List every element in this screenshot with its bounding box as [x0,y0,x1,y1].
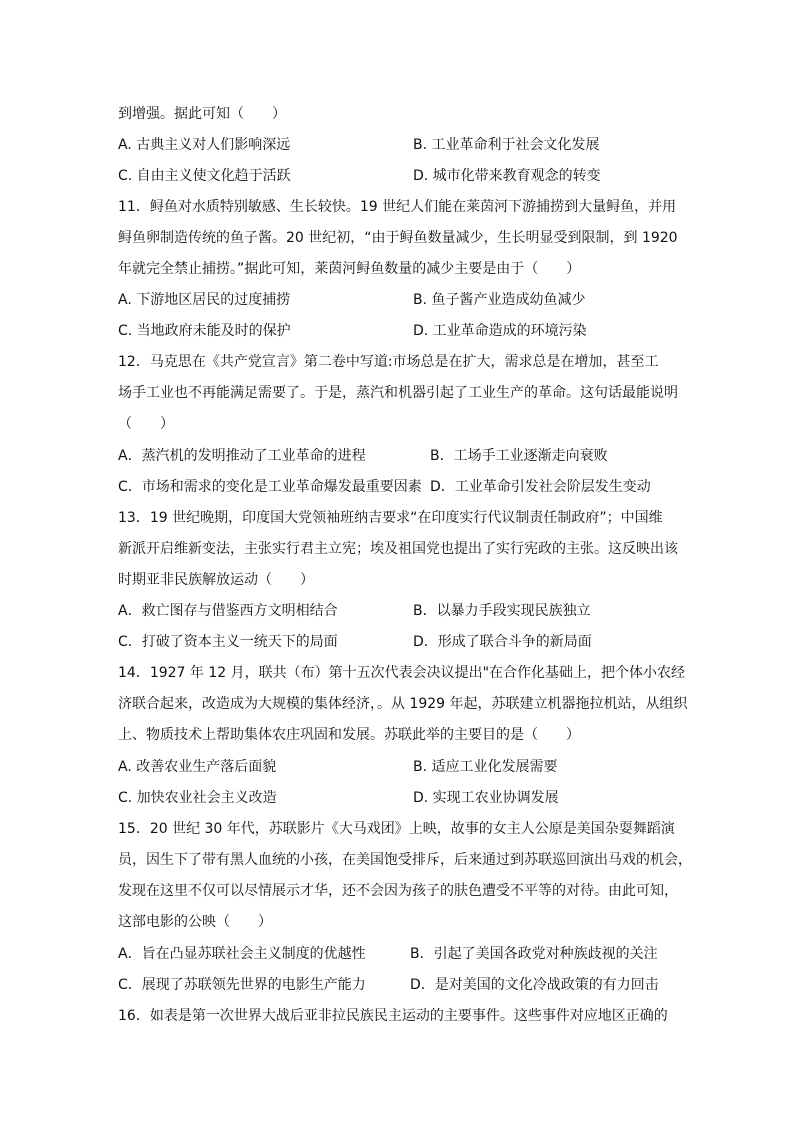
q10-stem: 到增强。据此可知（ ） [118,106,286,122]
q15-stem-line-1: 15．20 世纪 30 年代，苏联影片《大马戏团》上映，故事的女主人公原是美国杂耍舞蹈演 [118,821,675,837]
q13-option-c: C．打破了资本主义一统天下的局面 [118,634,338,650]
q14-option-c: C. 加快农业社会主义改造 [118,790,277,806]
q10-option-d: D. 城市化带来教育观念的转变 [413,168,601,184]
q10-option-a: A. 古典主义对人们影响深远 [118,137,291,153]
q12-option-d: D．工业革命引发社会阶层发生变动 [430,479,651,495]
q11-option-d: D. 工业革命造成的环境污染 [413,323,587,339]
q15-option-c: C．展现了苏联领先世界的电影生产能力 [118,977,366,993]
q14-stem-line-3: 上、物质技术上帮助集体农庄巩固和发展。苏联此举的主要目的是（ ） [118,727,580,743]
q13-option-a: A．救亡图存与借鉴西方文明相结合 [118,603,338,619]
q14-option-b: B. 适应工业化发展需要 [413,759,558,775]
q15-stem-line-3: 发现在这里不仅可以尽情展示才华，还不会因为孩子的肤色遭受不平等的对待。由此可知， [118,883,678,899]
q14-stem-line-1: 14．1927 年 12 月，联共（布）第十五次代表会决议提出"在合作化基础上，把个体小农经 [118,665,686,681]
q12-option-c: C．市场和需求的变化是工业革命爆发最重要因素 [118,479,422,495]
q15-option-d: D．是对美国的文化冷战政策的有力回击 [410,977,659,993]
q15-option-b: B．引起了美国各政党对种族歧视的关注 [410,946,658,962]
q11-option-c: C. 当地政府未能及时的保护 [118,323,291,339]
q14-option-a: A. 改善农业生产落后面貌 [118,759,277,775]
q13-option-d: D．形成了联合斗争的新局面 [413,634,592,650]
q11-option-a: A. 下游地区居民的过度捕捞 [118,292,291,308]
q14-option-d: D. 实现工农业协调发展 [413,790,559,806]
q13-stem-line-3: 时期亚非民族解放运动（ ） [118,572,314,588]
q15-stem-line-4: 这部电影的公映（ ） [118,914,272,930]
q14-stem-line-2: 济联合起来，改造成为大规模的集体经济，。从 1929 年起，苏联建立机器拖拉机站，从组织 [118,696,688,712]
q15-stem-line-2: 员，因生下了带有黑人血统的小孩，在美国饱受排斥，后来通过到苏联巡回演出马戏的机会， [118,852,692,868]
q10-option-b: B. 工业革命利于社会文化发展 [413,137,600,153]
q12-option-a: A．蒸汽机的发明推动了工业革命的进程 [118,448,366,464]
q12-stem-line-2: 场手工业也不再能满足需要了。于是，蒸汽和机器引起了工业生产的革命。这句话最能说明 [118,385,678,401]
q11-stem-line-2: 鲟鱼卵制造传统的鱼子酱。20 世纪初，“由于鲟鱼数量减少，生长明显受到限制，到 1920 [118,230,678,246]
q11-stem-line-3: 年就完全禁止捕捞。”据此可知，莱茵河鲟鱼数量的减少主要是由于（ ） [118,261,581,277]
q11-option-b: B. 鱼子酱产业造成幼鱼减少 [413,292,586,308]
q12-stem-line-3: （ ） [118,416,174,432]
q10-option-c: C. 自由主义使文化趋于活跃 [118,168,291,184]
q13-option-b: B．以暴力手段实现民族独立 [413,603,591,619]
q11-stem-line-1: 11．鲟鱼对水质特别敏感、生长较快。19 世纪人们能在莱茵河下游捕捞到大量鲟鱼，并用 [118,199,677,215]
q13-stem-line-2: 新派开启维新变法，主张实行君主立宪；埃及祖国党也提出了实行宪政的主张。这反映出该 [118,541,678,557]
q12-option-b: B．工场手工业逐渐走向衰败 [430,448,608,464]
q15-option-a: A．旨在凸显苏联社会主义制度的优越性 [118,946,366,962]
q12-stem-line-1: 12．马克思在《共产党宣言》第二卷中写道:市场总是在扩大，需求总是在增加，甚至工 [118,354,659,370]
q16-stem-line-1: 16．如表是第一次世界大战后亚非拉民族民主运动的主要事件。这些事件对应地区正确的 [118,1008,668,1024]
q13-stem-line-1: 13．19 世纪晚期，印度国大党领袖班纳吉要求“在印度实行代议制责任制政府”；中国维 [118,510,663,526]
